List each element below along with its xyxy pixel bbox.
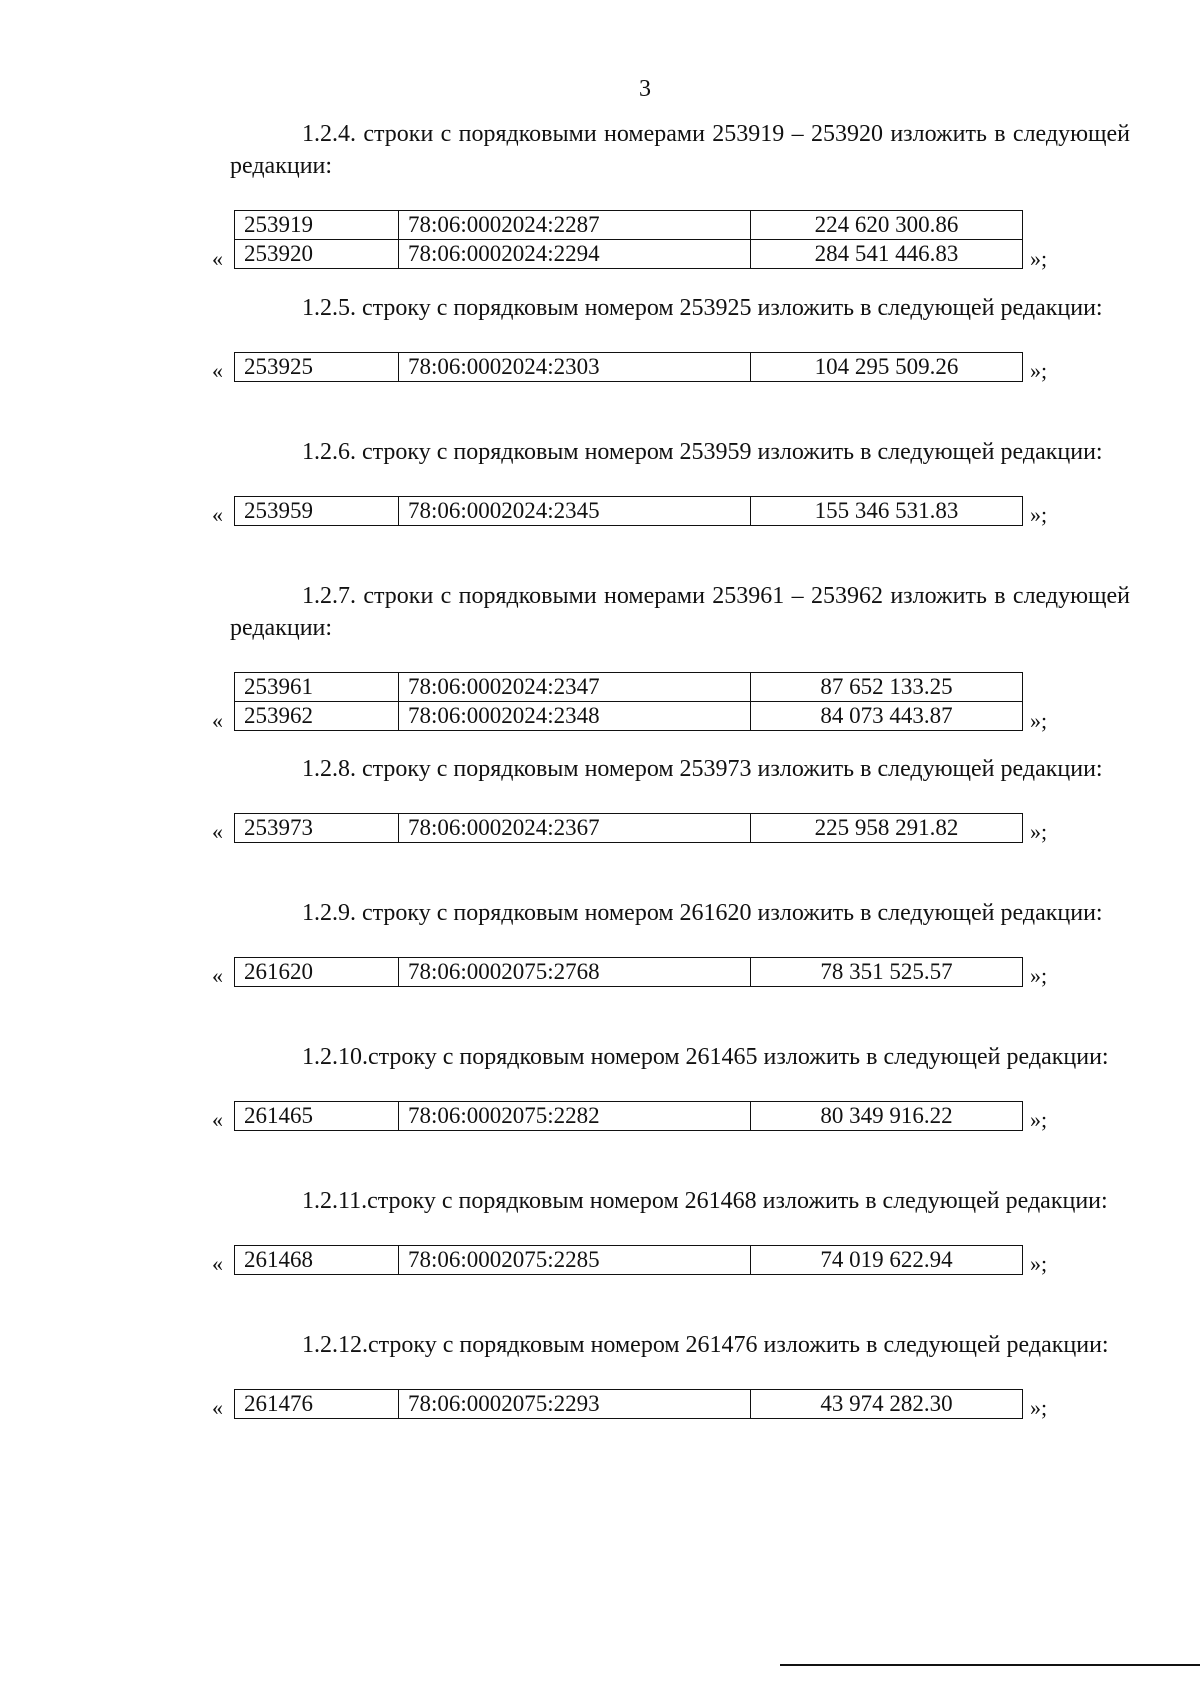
amendment-section bbox=[212, 753, 1130, 847]
clause-number: 1.2.6. bbox=[302, 439, 356, 465]
cadastral-number-cell: 78:06:0002024:2303 bbox=[399, 353, 751, 382]
table-row bbox=[235, 1102, 1023, 1131]
row-number-cell: 253973 bbox=[235, 814, 399, 843]
close-quote: »; bbox=[1030, 1251, 1048, 1276]
table-row bbox=[235, 1246, 1023, 1275]
amendment-row-block bbox=[212, 1101, 1130, 1135]
clause-number: 1.2.8. bbox=[302, 756, 356, 782]
table-row bbox=[235, 702, 1023, 731]
table-row bbox=[235, 673, 1023, 702]
open-quote: « bbox=[212, 1395, 223, 1420]
amendment-section bbox=[212, 292, 1130, 386]
amendment-row-block bbox=[212, 672, 1130, 736]
amendment-table bbox=[234, 813, 1023, 843]
close-quote: »; bbox=[1030, 708, 1048, 733]
amendment-text bbox=[230, 118, 1130, 182]
open-quote: « bbox=[212, 1251, 223, 1276]
amendment-row-block bbox=[212, 813, 1130, 847]
amendment-table bbox=[234, 1389, 1023, 1419]
clause-number: 1.2.7. bbox=[302, 583, 356, 609]
page-number: 3 bbox=[639, 76, 651, 102]
row-number-cell: 261476 bbox=[235, 1390, 399, 1419]
cadastral-number-cell: 78:06:0002024:2348 bbox=[399, 702, 751, 731]
amendment-section bbox=[212, 1041, 1130, 1135]
cadastral-number-cell: 78:06:0002075:2768 bbox=[399, 958, 751, 987]
amendment-text bbox=[230, 1329, 1130, 1361]
clause-text: строку с порядковым номером 253973 изложить в следующей редакции: bbox=[356, 756, 1103, 782]
cadastral-value-cell: 104 295 509.26 bbox=[751, 353, 1023, 382]
close-quote: »; bbox=[1030, 246, 1048, 271]
amendment-row-block bbox=[212, 210, 1130, 274]
clause-number: 1.2.9. bbox=[302, 900, 356, 926]
row-number-cell: 253920 bbox=[235, 240, 399, 269]
table-row bbox=[235, 497, 1023, 526]
close-quote: »; bbox=[1030, 963, 1048, 988]
close-quote: »; bbox=[1030, 1107, 1048, 1132]
cadastral-value-cell: 80 349 916.22 bbox=[751, 1102, 1023, 1131]
amendment-table bbox=[234, 496, 1023, 526]
cadastral-number-cell: 78:06:0002024:2294 bbox=[399, 240, 751, 269]
amendment-row-block bbox=[212, 1389, 1130, 1423]
close-quote: »; bbox=[1030, 502, 1048, 527]
table-row bbox=[235, 1390, 1023, 1419]
clause-text: строку с порядковым номером 261620 изложить в следующей редакции: bbox=[356, 900, 1103, 926]
amendment-row-block bbox=[212, 957, 1130, 991]
open-quote: « bbox=[212, 246, 223, 271]
amendment-row-block bbox=[212, 496, 1130, 530]
bottom-rule bbox=[780, 1664, 1200, 1666]
row-number-cell: 261468 bbox=[235, 1246, 399, 1275]
amendment-section bbox=[212, 436, 1130, 530]
clause-number: 1.2.12. bbox=[302, 1332, 368, 1358]
cadastral-number-cell: 78:06:0002024:2345 bbox=[399, 497, 751, 526]
row-number-cell: 261620 bbox=[235, 958, 399, 987]
cadastral-number-cell: 78:06:0002075:2285 bbox=[399, 1246, 751, 1275]
open-quote: « bbox=[212, 1107, 223, 1132]
amendment-section bbox=[212, 580, 1130, 736]
amendment-section bbox=[212, 1185, 1130, 1279]
close-quote: »; bbox=[1030, 819, 1048, 844]
open-quote: « bbox=[212, 963, 223, 988]
row-number-cell: 253962 bbox=[235, 702, 399, 731]
cadastral-number-cell: 78:06:0002075:2282 bbox=[399, 1102, 751, 1131]
cadastral-number-cell: 78:06:0002075:2293 bbox=[399, 1390, 751, 1419]
cadastral-value-cell: 74 019 622.94 bbox=[751, 1246, 1023, 1275]
clause-text: строку с порядковым номером 261476 изложить в следующей редакции: bbox=[368, 1332, 1109, 1358]
amendment-text bbox=[230, 1041, 1130, 1073]
cadastral-value-cell: 155 346 531.83 bbox=[751, 497, 1023, 526]
cadastral-value-cell: 224 620 300.86 bbox=[751, 211, 1023, 240]
clause-number: 1.2.11. bbox=[302, 1188, 368, 1214]
amendment-text bbox=[230, 292, 1130, 324]
cadastral-number-cell: 78:06:0002024:2287 bbox=[399, 211, 751, 240]
cadastral-value-cell: 84 073 443.87 bbox=[751, 702, 1023, 731]
amendment-text bbox=[230, 1185, 1130, 1217]
clause-text: строку с порядковым номером 261465 изложить в следующей редакции: bbox=[368, 1044, 1109, 1070]
clause-number: 1.2.4. bbox=[302, 121, 356, 147]
amendment-table bbox=[234, 352, 1023, 382]
cadastral-number-cell: 78:06:0002024:2367 bbox=[399, 814, 751, 843]
row-number-cell: 253959 bbox=[235, 497, 399, 526]
cadastral-value-cell: 78 351 525.57 bbox=[751, 958, 1023, 987]
open-quote: « bbox=[212, 819, 223, 844]
table-row bbox=[235, 814, 1023, 843]
close-quote: »; bbox=[1030, 358, 1048, 383]
open-quote: « bbox=[212, 708, 223, 733]
cadastral-number-cell: 78:06:0002024:2347 bbox=[399, 673, 751, 702]
close-quote: »; bbox=[1030, 1395, 1048, 1420]
amendment-table bbox=[234, 1101, 1023, 1131]
amendment-text bbox=[230, 580, 1130, 644]
amendment-table bbox=[234, 1245, 1023, 1275]
cadastral-value-cell: 284 541 446.83 bbox=[751, 240, 1023, 269]
row-number-cell: 253925 bbox=[235, 353, 399, 382]
amendment-text bbox=[230, 897, 1130, 929]
table-row bbox=[235, 240, 1023, 269]
row-number-cell: 253919 bbox=[235, 211, 399, 240]
amendment-text bbox=[230, 753, 1130, 785]
cadastral-value-cell: 43 974 282.30 bbox=[751, 1390, 1023, 1419]
clause-text: строки с порядковыми номерами 253961 – 253962 изложить в следующей редакции: bbox=[230, 583, 1130, 641]
clause-text: строку с порядковым номером 253925 изложить в следующей редакции: bbox=[356, 295, 1103, 321]
open-quote: « bbox=[212, 502, 223, 527]
amendment-row-block bbox=[212, 1245, 1130, 1279]
table-row bbox=[235, 353, 1023, 382]
clause-text: строки с порядковыми номерами 253919 – 253920 изложить в следующей редакции: bbox=[230, 121, 1130, 179]
amendment-row-block bbox=[212, 352, 1130, 386]
row-number-cell: 253961 bbox=[235, 673, 399, 702]
amendment-table bbox=[234, 210, 1023, 269]
amendment-text bbox=[230, 436, 1130, 468]
clause-text: строку с порядковым номером 261468 изложить в следующей редакции: bbox=[367, 1188, 1108, 1214]
amendment-table bbox=[234, 672, 1023, 731]
amendment-section bbox=[212, 897, 1130, 991]
table-row bbox=[235, 958, 1023, 987]
amendment-table bbox=[234, 957, 1023, 987]
table-row bbox=[235, 211, 1023, 240]
open-quote: « bbox=[212, 358, 223, 383]
row-number-cell: 261465 bbox=[235, 1102, 399, 1131]
cadastral-value-cell: 87 652 133.25 bbox=[751, 673, 1023, 702]
clause-text: строку с порядковым номером 253959 изложить в следующей редакции: bbox=[356, 439, 1103, 465]
clause-number: 1.2.10. bbox=[302, 1044, 368, 1070]
amendment-section bbox=[212, 1329, 1130, 1423]
cadastral-value-cell: 225 958 291.82 bbox=[751, 814, 1023, 843]
amendment-section bbox=[212, 118, 1130, 274]
clause-number: 1.2.5. bbox=[302, 295, 356, 321]
